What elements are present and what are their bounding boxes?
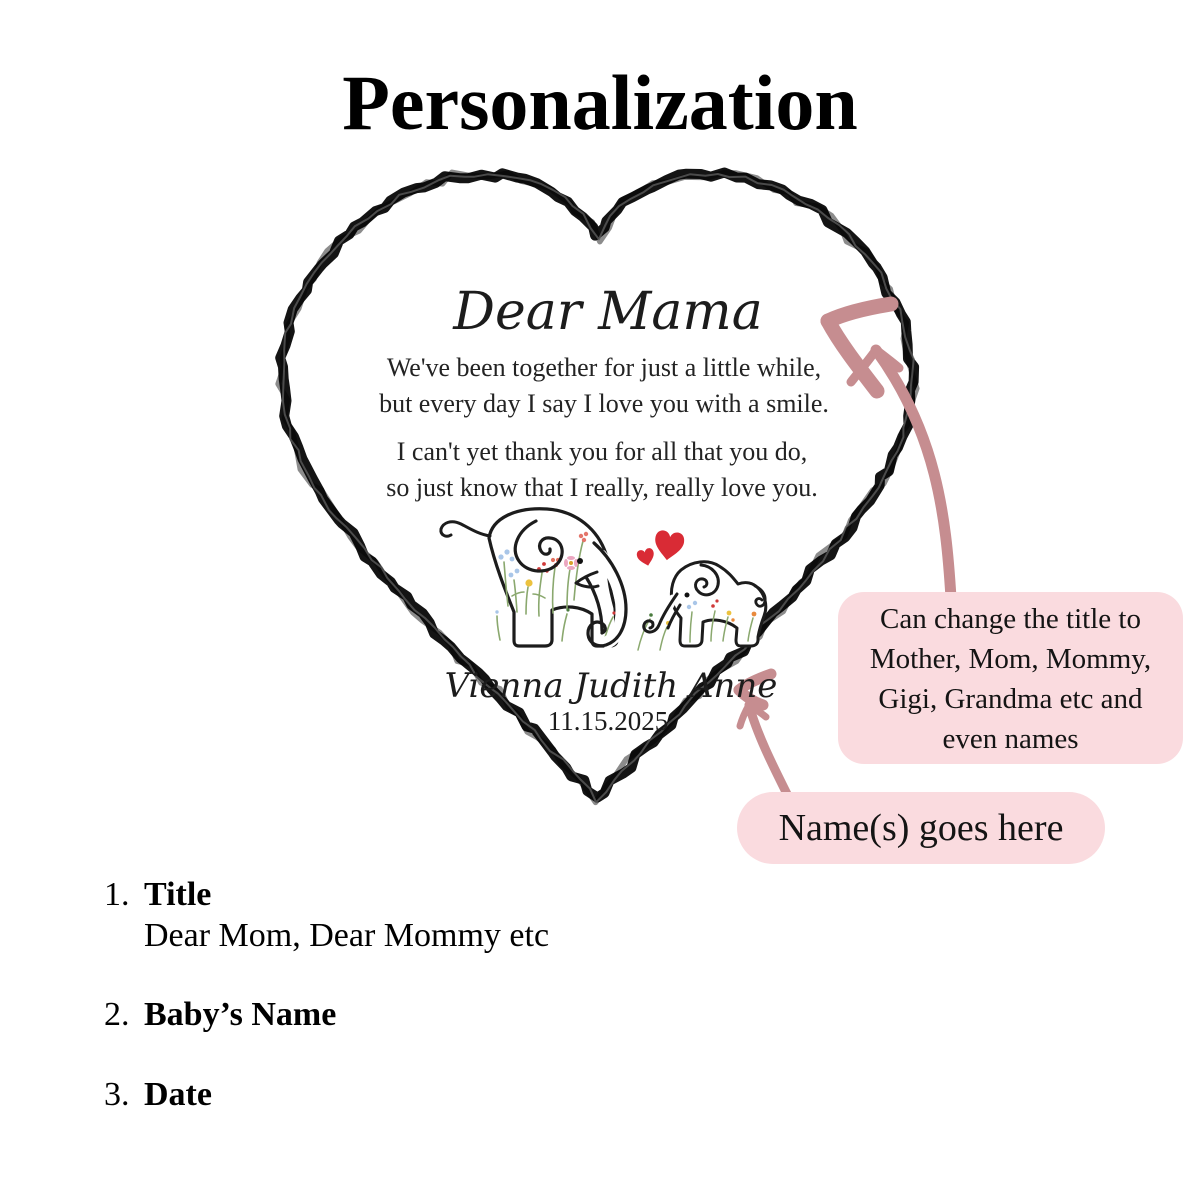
legend-number: 3. (104, 1076, 130, 1113)
legend-number: 2. (104, 996, 130, 1033)
legend-item-baby-name (104, 996, 336, 1034)
poem-line: We've been together for just a little while, (386, 353, 822, 382)
poem-line: I can't yet thank you for all that you do, (396, 437, 808, 466)
poem-line: but every day I say I love you with a smile. (379, 389, 829, 418)
legend-number: 1. (104, 876, 130, 913)
plaque-title: Dear Mama (453, 282, 763, 342)
title-change-callout (838, 592, 1183, 764)
legend-label: Date (144, 1076, 212, 1113)
plaque-date: 11.15.2025 (547, 706, 669, 736)
name-callout: Name(s) goes here (737, 792, 1105, 864)
poem-stanza-1 (379, 350, 829, 422)
legend-label: Title (144, 876, 212, 913)
legend-item-title (104, 876, 549, 958)
callout-line: even names (942, 723, 1079, 755)
callout-line: Can change the title to (880, 603, 1141, 635)
callout-line: Mother, Mom, Mommy, (869, 643, 1152, 675)
poem-stanza-2 (386, 434, 818, 506)
baby-eye (685, 593, 690, 598)
plaque-personalized-name: Vienna Judith Anne (444, 666, 778, 706)
callout-line: Gigi, Grandma etc and (878, 683, 1143, 715)
poem-line: so just know that I really, really love you. (386, 473, 818, 502)
legend-example: Dear Mom, Dear Mommy etc (144, 917, 550, 954)
legend-item-date (104, 1076, 212, 1114)
page-title: Personalization (342, 59, 858, 146)
mama-eye (577, 558, 583, 564)
legend-label: Baby’s Name (144, 996, 337, 1033)
